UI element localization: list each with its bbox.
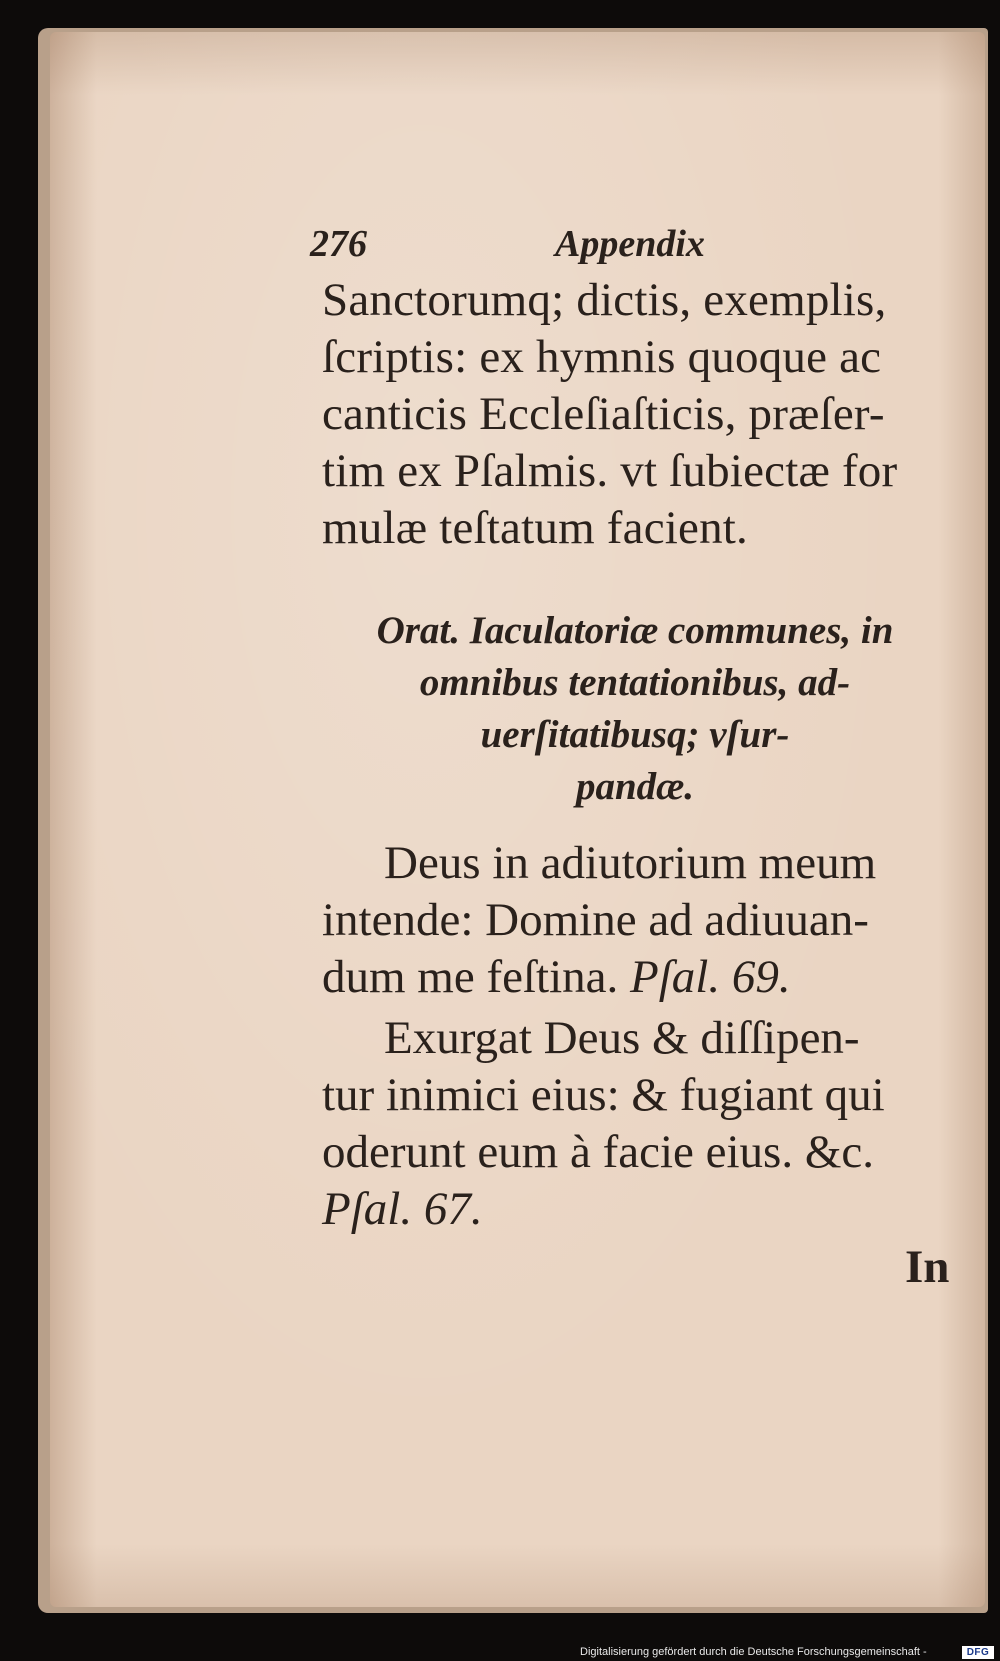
psalm-citation: Pſal. 67. <box>322 1183 483 1235</box>
section-heading <box>320 605 950 813</box>
book-page <box>50 32 985 1607</box>
heading-line: omnibus tentationibus, ad- <box>419 661 851 704</box>
dfg-logo: DFG <box>962 1646 994 1659</box>
text-line: ſcriptis: ex hymnis quoque ac <box>322 331 882 383</box>
paragraph-1 <box>322 272 897 557</box>
text-line: tim ex Pſalmis. vt ſubiectæ for <box>322 445 898 497</box>
text-line: Sanctorumq; dictis, exemplis, <box>322 274 887 326</box>
text-line: tur inimici eius: & fugiant qui <box>322 1069 885 1121</box>
text-line: canticis Eccleſiaſticis, præſer- <box>322 388 885 440</box>
paragraph-2 <box>322 835 876 1006</box>
text-fragment: dum me feſtina. <box>322 951 619 1003</box>
page-number: 276 <box>310 223 367 265</box>
heading-line: Orat. Iaculatoriæ communes, in <box>376 609 894 652</box>
running-head-title: Appendix <box>555 223 705 265</box>
text-line: mulæ teſtatum facient. <box>322 502 748 554</box>
heading-line: uerſitatibusq; vſur- <box>480 713 790 756</box>
paragraph-3 <box>322 1010 885 1238</box>
catchword: In <box>905 1241 950 1293</box>
digitization-credit: Digitalisierung gefördert durch die Deutsche Forschungsgemeinschaft - <box>580 1646 927 1658</box>
text-line: oderunt eum à facie eius. &c. <box>322 1126 875 1178</box>
text-line: Exurgat Deus & diſſipen- <box>384 1012 860 1064</box>
text-line-with-citation <box>322 949 876 1006</box>
text-line: Deus in adiutorium meum <box>384 837 877 889</box>
text-line: intende: Domine ad adiuuan- <box>322 894 869 946</box>
psalm-citation: Pſal. 69. <box>630 951 791 1003</box>
heading-line: pandæ. <box>575 765 695 808</box>
